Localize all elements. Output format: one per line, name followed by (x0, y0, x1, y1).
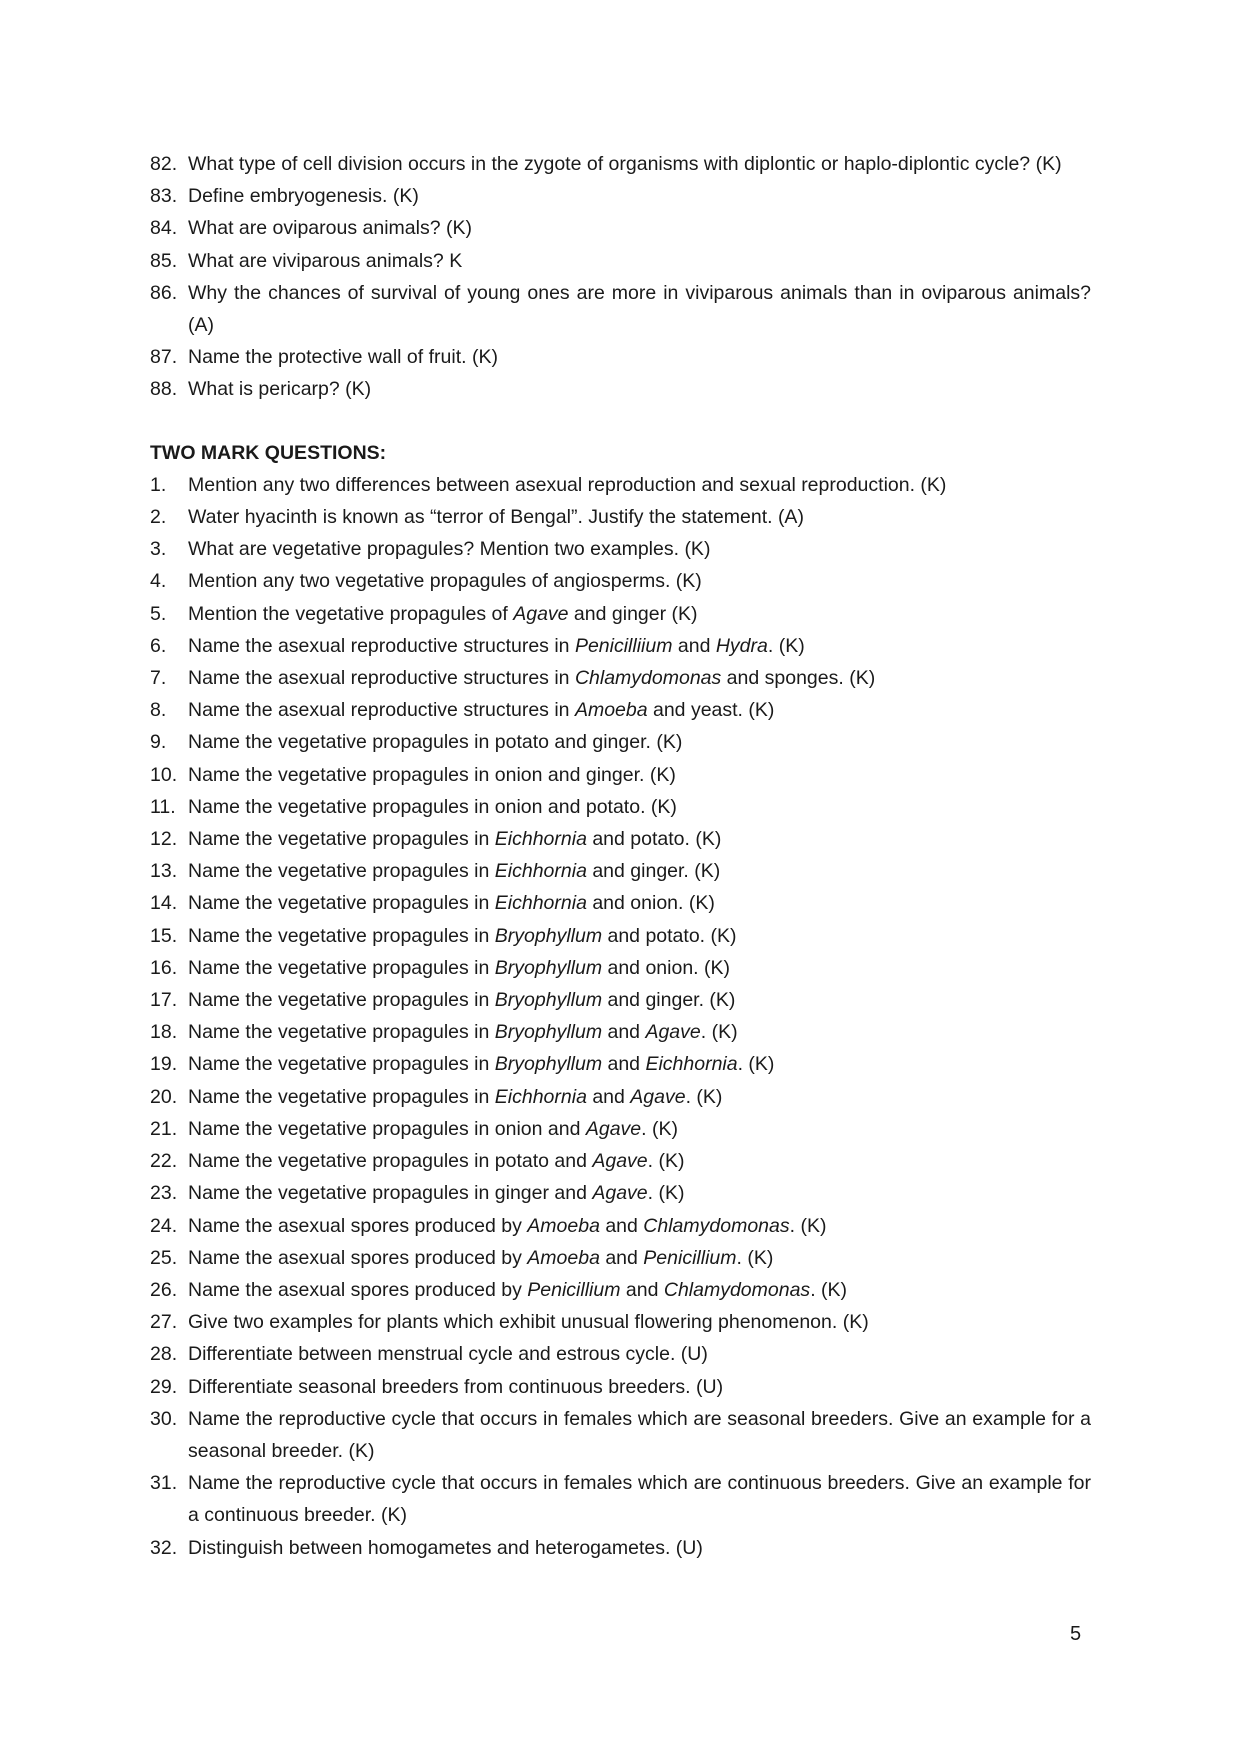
italic-species-name: Bryophyllum (494, 1021, 603, 1044)
text-run: Name the vegetative propagules in (188, 1085, 495, 1108)
text-run: Define embryogenesis. (K) (188, 185, 419, 208)
question-number: 26. (150, 1278, 178, 1301)
question-item (150, 341, 1091, 373)
text-run: and ginger. (K) (602, 989, 736, 1012)
italic-species-name: Agave (592, 1150, 648, 1173)
italic-species-name: Chlamydomonas (643, 1214, 790, 1237)
question-number: 7. (150, 667, 167, 690)
question-item (150, 533, 1091, 565)
question-text (188, 764, 676, 786)
text-run: Name the vegetative propagules in onion and (188, 1117, 586, 1140)
question-item (150, 662, 1091, 694)
question-text (188, 796, 677, 818)
question-item (150, 952, 1091, 984)
text-run: Name the asexual spores produced by (188, 1214, 528, 1237)
question-text (188, 925, 737, 947)
question-number: 12. (150, 828, 178, 851)
question-item (150, 180, 1091, 212)
text-run: Name the vegetative propagules in (188, 892, 495, 915)
question-number: 1. (150, 473, 167, 496)
italic-species-name: Eichhornia (645, 1053, 738, 1076)
question-number: 84. (150, 217, 178, 240)
question-item (150, 726, 1091, 758)
text-run: and potato. (K) (586, 828, 722, 851)
text-run: . (K) (810, 1278, 848, 1301)
italic-species-name: Agave (630, 1085, 686, 1108)
question-text (188, 828, 721, 850)
text-run: Name the asexual spores produced by (188, 1246, 528, 1269)
text-run: . (K) (737, 1053, 775, 1076)
text-run: . (K) (736, 1246, 774, 1269)
question-item (150, 759, 1091, 791)
text-run: . (K) (647, 1150, 685, 1173)
question-number: 19. (150, 1053, 178, 1076)
question-item (150, 1145, 1091, 1177)
question-number: 87. (150, 346, 178, 369)
question-text (188, 731, 682, 753)
question-item (150, 855, 1091, 887)
italic-species-name: Amoeba (527, 1246, 600, 1269)
text-run: . (K) (767, 634, 805, 657)
text-run: Why the chances of survival of young ones are more in viviparous animals than in oviparous animals? (A) (188, 281, 1091, 337)
question-item (150, 791, 1091, 823)
question-item (150, 212, 1091, 244)
question-item (150, 1016, 1091, 1048)
text-run: Give two examples for plants which exhibit unusual flowering phenomenon. (K) (188, 1311, 869, 1334)
question-text (188, 667, 875, 689)
question-number: 6. (150, 634, 167, 657)
text-run: . (K) (789, 1214, 827, 1237)
question-number: 9. (150, 731, 167, 754)
text-run: and sponges. (K) (721, 667, 876, 690)
text-run: and potato. (K) (602, 924, 737, 947)
question-number: 4. (150, 570, 167, 593)
question-number: 5. (150, 602, 167, 625)
question-number: 8. (150, 699, 167, 722)
question-text (188, 506, 804, 528)
question-text (188, 860, 720, 882)
text-run: and yeast. (K) (647, 699, 775, 722)
italic-species-name: Chlamydomonas (574, 667, 722, 690)
question-text (188, 474, 946, 496)
question-number: 2. (150, 506, 167, 529)
question-number: 86. (150, 281, 178, 304)
text-run: Name the vegetative propagules in (188, 860, 495, 883)
italic-species-name: Hydra (715, 634, 768, 657)
question-number: 3. (150, 538, 167, 561)
italic-species-name: Penicilliium (574, 634, 673, 657)
text-run: Differentiate between menstrual cycle and estrous cycle. (U) (188, 1343, 708, 1366)
question-text (188, 1537, 703, 1559)
italic-species-name: Eichhornia (494, 892, 587, 915)
italic-species-name: Agave (645, 1021, 701, 1044)
text-run: and onion. (K) (586, 892, 715, 915)
question-text (188, 892, 715, 914)
text-run: Name the reproductive cycle that occurs in females which are continuous breeders. Give an example for a continuous breeder. (K) (188, 1472, 1091, 1527)
text-run: Name the vegetative propagules in potato and (188, 1150, 593, 1173)
question-number: 83. (150, 185, 178, 208)
text-run: and (602, 1053, 646, 1076)
question-item (150, 630, 1091, 662)
question-number: 10. (150, 763, 178, 786)
question-item (150, 1177, 1091, 1209)
text-run: . (K) (685, 1085, 723, 1108)
question-item (150, 1403, 1091, 1467)
text-run: What are viviparous animals? K (188, 249, 463, 272)
text-run: . (K) (700, 1021, 738, 1044)
question-item (150, 1274, 1091, 1306)
question-number: 32. (150, 1536, 178, 1559)
text-run: What type of cell division occurs in the zygote of organisms with diplontic or haplo-diplontic cycle? (K) (188, 153, 1062, 175)
italic-species-name: Amoeba (527, 1214, 600, 1237)
italic-species-name: Eichhornia (494, 860, 587, 883)
question-number: 22. (150, 1150, 178, 1173)
text-run: Differentiate seasonal breeders from continuous breeders. (U) (188, 1375, 724, 1398)
question-item (150, 148, 1091, 180)
question-number: 24. (150, 1214, 178, 1237)
text-run: Name the vegetative propagules in (188, 924, 495, 947)
text-run: Name the vegetative propagules in ginger and (188, 1182, 593, 1205)
text-run: Name the asexual reproductive structures in (188, 699, 575, 722)
question-number: 31. (150, 1472, 178, 1495)
question-text (188, 282, 1091, 336)
text-run: Name the asexual spores produced by (188, 1278, 528, 1301)
question-text (188, 1150, 685, 1172)
italic-species-name: Penicillium (643, 1246, 737, 1269)
text-run: What is pericarp? (K) (188, 378, 372, 401)
text-run: Mention any two vegetative propagules of angiosperms. (K) (188, 570, 702, 593)
question-text (188, 989, 735, 1011)
question-number: 18. (150, 1021, 178, 1044)
question-item (150, 823, 1091, 855)
text-run: Name the vegetative propagules in (188, 989, 495, 1012)
question-number: 27. (150, 1311, 178, 1334)
question-text (188, 1182, 685, 1204)
question-text (188, 1118, 678, 1140)
question-number: 21. (150, 1117, 178, 1140)
question-text (188, 1215, 826, 1237)
italic-species-name: Amoeba (574, 699, 648, 722)
text-run: Name the vegetative propagules in potato and ginger. (K) (188, 731, 683, 754)
question-text (188, 1247, 773, 1269)
text-run: Mention the vegetative propagules of (188, 602, 514, 625)
question-text (188, 1021, 738, 1043)
question-text (188, 1472, 1091, 1526)
question-text (188, 217, 472, 239)
text-run: Name the protective wall of fruit. (K) (188, 346, 498, 369)
page-number: 5 (1070, 1623, 1082, 1645)
text-run: and ginger. (K) (586, 860, 721, 883)
text-run: and onion. (K) (602, 956, 730, 979)
question-text (188, 1311, 869, 1333)
text-run: and (599, 1214, 644, 1237)
question-item (150, 984, 1091, 1016)
question-item (150, 501, 1091, 533)
italic-species-name: Bryophyllum (494, 1053, 603, 1076)
question-item (150, 598, 1091, 630)
text-run: Name the vegetative propagules in (188, 956, 495, 979)
continued-question-list (150, 148, 1091, 406)
question-text (188, 153, 1062, 175)
question-item (150, 1242, 1091, 1274)
question-text (188, 185, 419, 207)
italic-species-name: Agave (585, 1117, 642, 1140)
question-item (150, 373, 1091, 405)
question-text (188, 603, 698, 625)
text-run: Name the vegetative propagules in (188, 1053, 495, 1076)
italic-species-name: Eichhornia (494, 828, 587, 851)
question-item (150, 245, 1091, 277)
text-run: What are vegetative propagules? Mention two examples. (K) (188, 538, 711, 561)
question-number: 23. (150, 1182, 178, 1205)
italic-species-name: Bryophyllum (494, 989, 603, 1012)
question-number: 13. (150, 860, 178, 883)
question-number: 15. (150, 924, 178, 947)
question-number: 82. (150, 153, 178, 175)
question-item (150, 1467, 1091, 1531)
question-text (188, 1376, 723, 1398)
italic-species-name: Eichhornia (494, 1085, 587, 1108)
question-number: 30. (150, 1407, 178, 1430)
italic-species-name: Agave (513, 602, 569, 625)
text-run: Name the vegetative propagules in (188, 828, 495, 851)
question-item (150, 694, 1091, 726)
text-run: and ginger (K) (568, 602, 698, 625)
question-item (150, 565, 1091, 597)
question-text (188, 378, 371, 400)
question-text (188, 1053, 774, 1075)
text-run: Name the asexual reproductive structures in (188, 634, 575, 657)
italic-species-name: Agave (592, 1182, 648, 1205)
question-item (150, 469, 1091, 501)
question-number: 11. (150, 795, 176, 818)
question-item (150, 1371, 1091, 1403)
question-item (150, 887, 1091, 919)
question-item (150, 1048, 1091, 1080)
question-text (188, 1086, 722, 1108)
question-item (150, 920, 1091, 952)
question-number: 16. (150, 956, 178, 979)
text-run: Name the asexual reproductive structures in (188, 667, 575, 690)
question-item (150, 1081, 1091, 1113)
question-item (150, 1113, 1091, 1145)
question-number: 20. (150, 1085, 178, 1108)
question-item (150, 1306, 1091, 1338)
page-content (150, 148, 1091, 1564)
text-run: Distinguish between homogametes and heterogametes. (U) (188, 1536, 703, 1559)
text-run: . (K) (647, 1182, 685, 1205)
question-text (188, 635, 805, 657)
text-run: Water hyacinth is known as “terror of Bengal”. Justify the statement. (A) (188, 506, 804, 529)
italic-species-name: Bryophyllum (494, 956, 603, 979)
question-text (188, 570, 702, 592)
section-heading: TWO MARK QUESTIONS: (150, 441, 387, 464)
text-run: Name the vegetative propagules in (188, 1021, 495, 1044)
question-text (188, 957, 730, 979)
text-run: and (672, 634, 716, 657)
italic-species-name: Penicillium (527, 1278, 621, 1301)
question-text (188, 538, 710, 560)
question-number: 28. (150, 1343, 178, 1366)
italic-species-name: Chlamydomonas (663, 1278, 811, 1301)
text-run: Name the reproductive cycle that occurs in females which are seasonal breeders. Give an example for a seasonal breeder. (K) (188, 1407, 1091, 1462)
text-run: and (602, 1021, 646, 1044)
text-run: and (599, 1246, 644, 1269)
text-run: Mention any two differences between asexual reproduction and sexual reproduction. (K) (188, 473, 947, 496)
question-item (150, 277, 1091, 341)
question-number: 14. (150, 892, 178, 915)
question-number: 88. (150, 378, 178, 401)
question-item (150, 1338, 1091, 1370)
question-number: 85. (150, 249, 178, 272)
two-mark-question-list (150, 469, 1091, 1564)
question-text (188, 1408, 1091, 1462)
text-run: Name the vegetative propagules in onion and ginger. (K) (188, 763, 676, 786)
question-text (188, 1343, 708, 1365)
text-run: . (K) (641, 1117, 678, 1140)
question-text (188, 1279, 847, 1301)
question-text (188, 699, 774, 721)
italic-species-name: Bryophyllum (494, 924, 603, 947)
question-number: 25. (150, 1246, 178, 1269)
text-run: and (620, 1278, 664, 1301)
text-run: Name the vegetative propagules in onion and potato. (K) (188, 795, 677, 818)
text-run: and (586, 1085, 631, 1108)
question-number: 17. (150, 989, 178, 1012)
question-item (150, 1532, 1091, 1564)
question-number: 29. (150, 1375, 178, 1398)
question-text (188, 250, 462, 272)
text-run: What are oviparous animals? (K) (188, 217, 472, 240)
question-item (150, 1210, 1091, 1242)
question-text (188, 346, 498, 368)
